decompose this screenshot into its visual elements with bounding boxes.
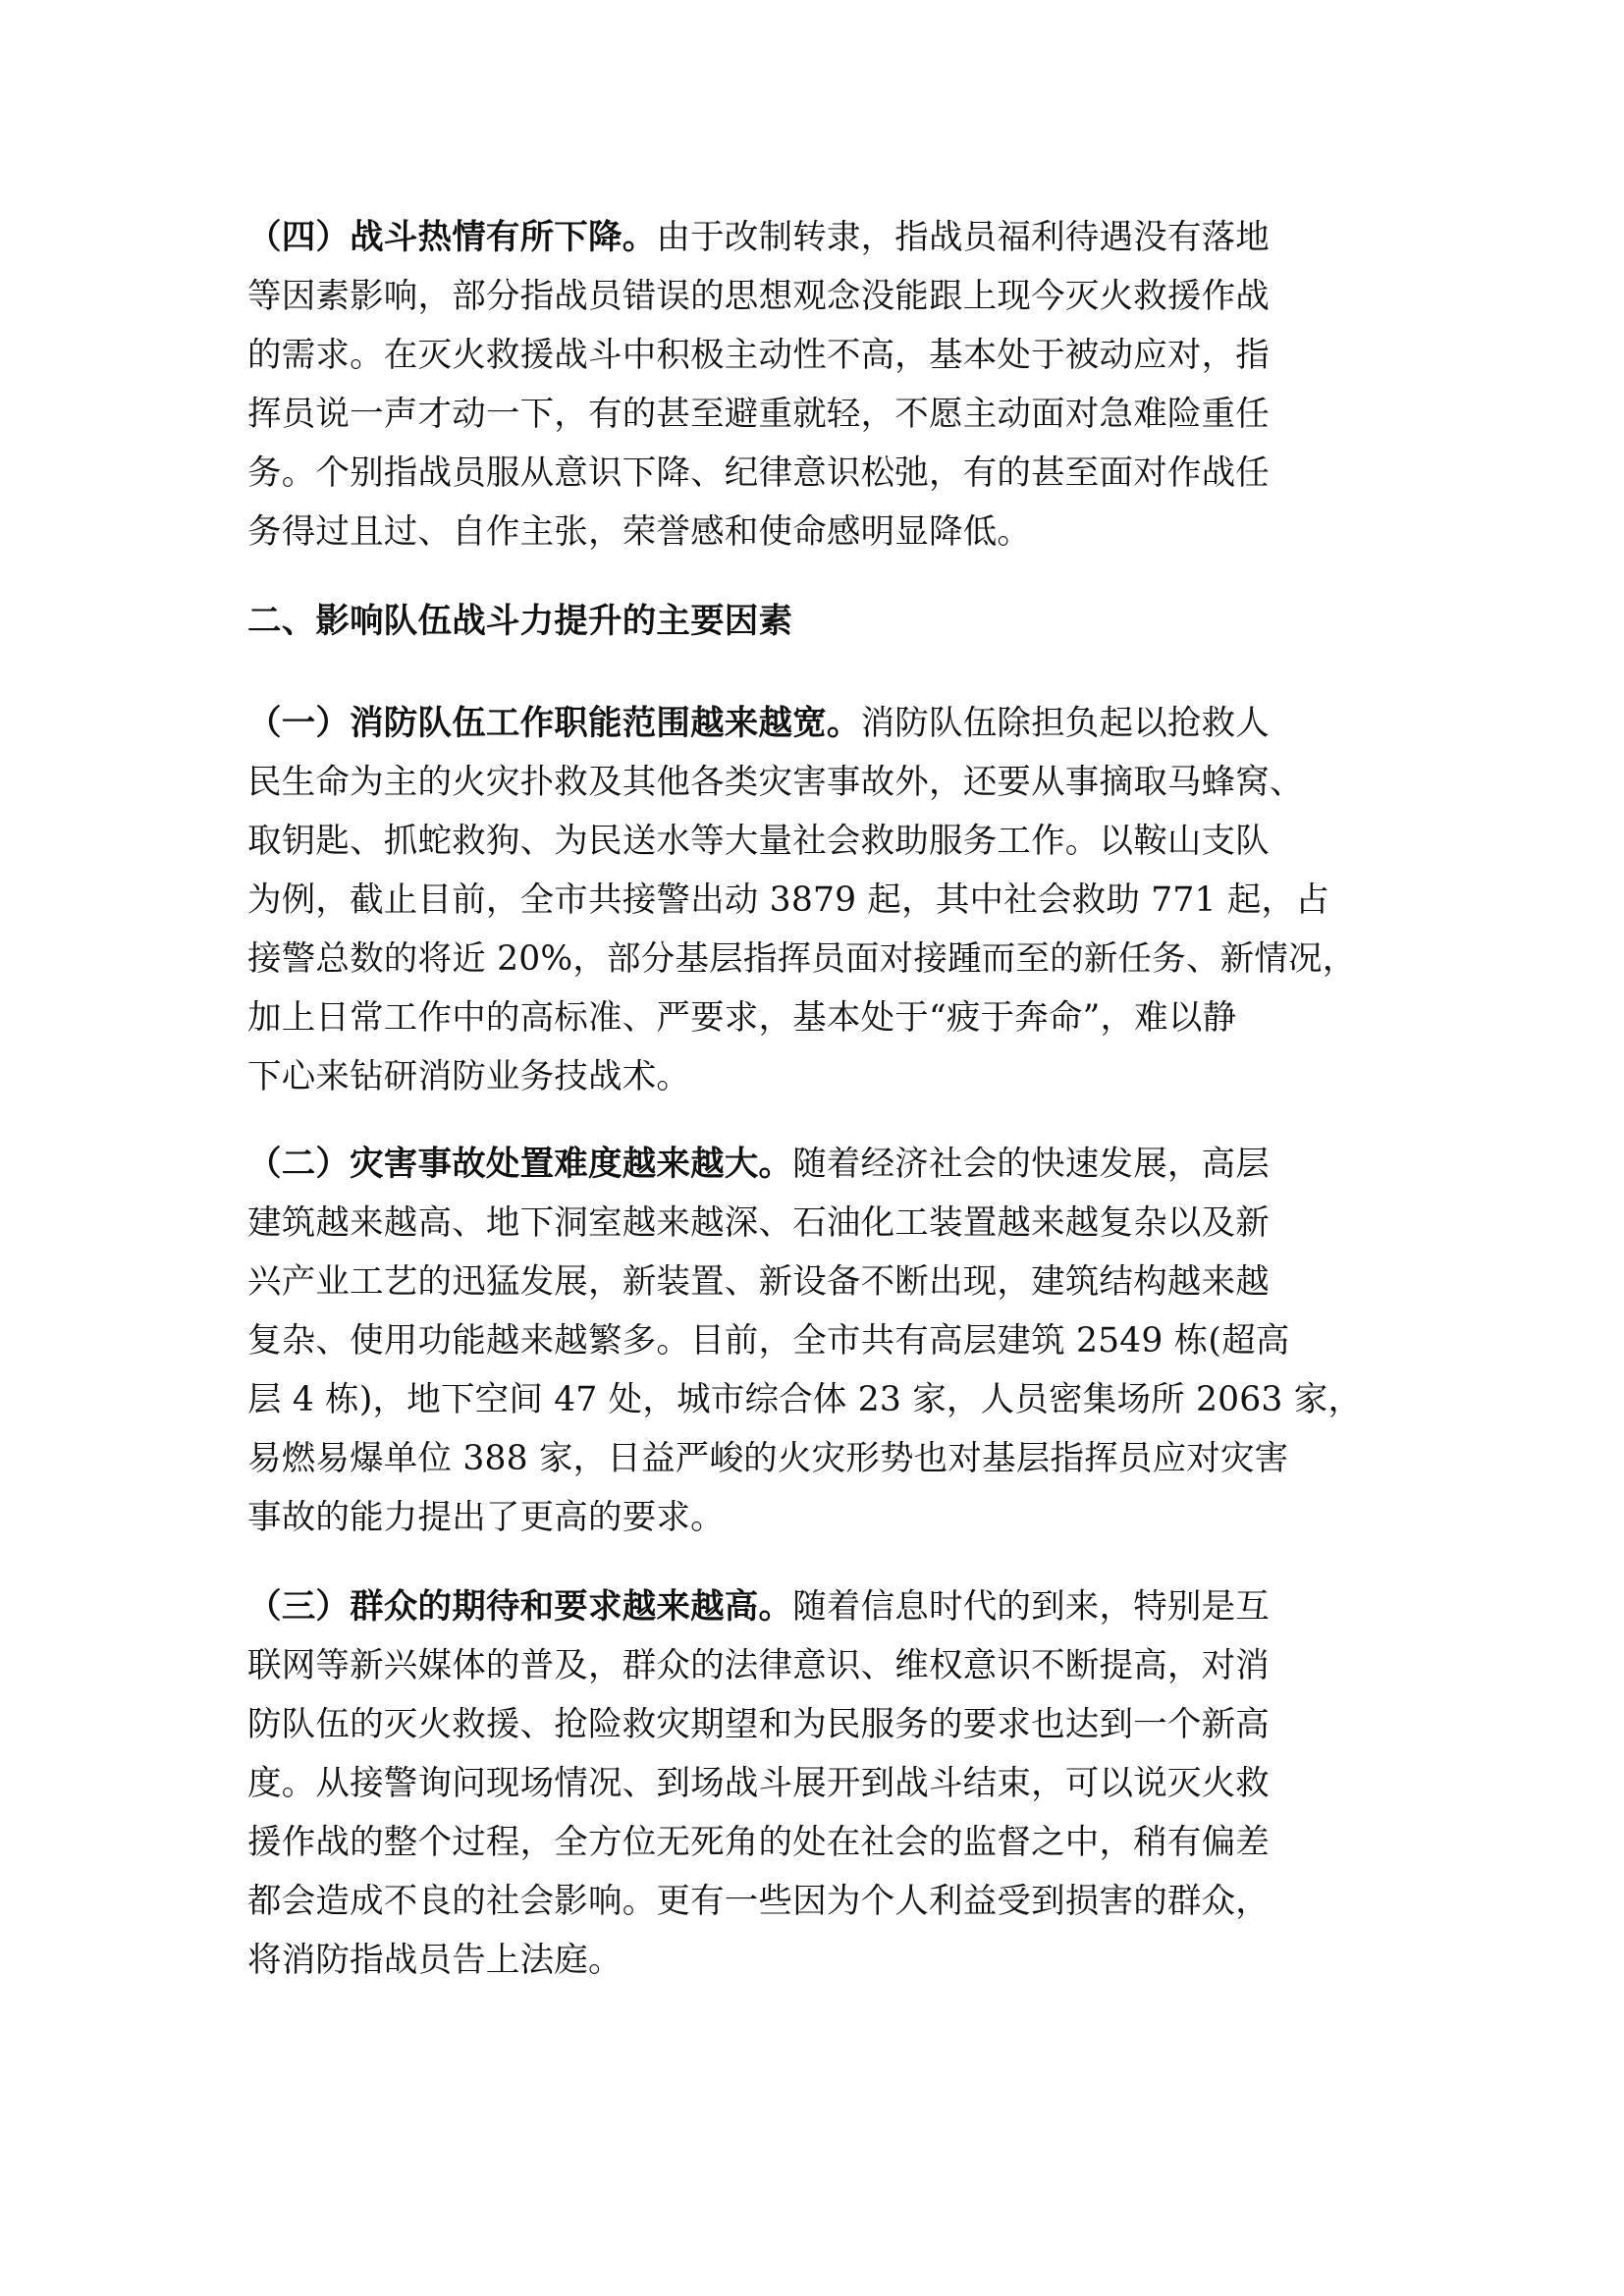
paragraph-line: 将消防指战员告上法庭。 bbox=[247, 1941, 623, 1980]
paragraph-heading: （四）战斗热情有所下降。 bbox=[247, 218, 657, 257]
section-title: 二、影响队伍战斗力提升的主要因素 bbox=[247, 602, 793, 641]
paragraph-line bbox=[247, 211, 1270, 264]
paragraph-line: 援作战的整个过程，全方位无死角的处在社会的监督之中，稍有偏差 bbox=[247, 1823, 1270, 1862]
paragraph-text: 由于改制转隶，指战员福利待遇没有落地 bbox=[656, 218, 1271, 257]
paragraph-line: 取钥匙、抓蛇救狗、为民送水等大量社会救助服务工作。以鞍山支队 bbox=[247, 822, 1270, 861]
paragraph-line: 务得过且过、自作主张，荣誉感和使命感明显降低。 bbox=[247, 512, 1032, 552]
paragraph-line: 复杂、使用功能越来越繁多。目前，全市共有高层建筑 2549 栋(超高 bbox=[247, 1321, 1290, 1361]
paragraph-line: 建筑越来越高、地下洞室越来越深、石油化工装置越来越复杂以及新 bbox=[247, 1203, 1270, 1243]
paragraph-line bbox=[247, 697, 1270, 750]
paragraph-line: 加上日常工作中的高标准、严要求，基本处于“疲于奔命”，难以静 bbox=[247, 998, 1237, 1038]
paragraph-line: 务。个别指战员服从意识下降、纪律意识松弛，有的甚至面对作战任 bbox=[247, 454, 1270, 493]
paragraph-line bbox=[247, 1138, 1270, 1191]
paragraph-line: 联网等新兴媒体的普及，群众的法律意识、维权意识不断提高，对消 bbox=[247, 1646, 1270, 1685]
paragraph-line: 易燃易爆单位 388 家，日益严峻的火灾形势也对基层指挥员应对灾害 bbox=[247, 1439, 1289, 1478]
paragraph-text: 随着信息时代的到来，特别是互 bbox=[792, 1587, 1271, 1627]
paragraph-text: 随着经济社会的快速发展，高层 bbox=[792, 1145, 1271, 1184]
paragraph-line: 挥员说一声才动一下，有的甚至避重就轻，不愿主动面对急难险重任 bbox=[247, 395, 1270, 434]
paragraph-line: 兴产业工艺的迅猛发展，新装置、新设备不断出现，建筑结构越来越 bbox=[247, 1262, 1270, 1302]
paragraph-line bbox=[247, 1580, 1270, 1633]
paragraph-line: 防队伍的灭火救援、抢险救灾期望和为民服务的要求也达到一个新高 bbox=[247, 1705, 1270, 1744]
paragraph-line: 等因素影响，部分指战员错误的思想观念没能跟上现今灭火救援作战 bbox=[247, 277, 1270, 316]
paragraph-line: 民生命为主的火灾扑救及其他各类灾害事故外，还要从事摘取马蜂窝、 bbox=[247, 763, 1304, 802]
paragraph-line: 接警总数的将近 20%，部分基层指挥员面对接踵而至的新任务、新情况， bbox=[247, 939, 1357, 979]
paragraph-line: 为例，截止目前，全市共接警出动 3879 起，其中社会救助 771 起，占 bbox=[247, 881, 1329, 920]
paragraph-line: 的需求。在灭火救援战斗中积极主动性不高，基本处于被动应对，指 bbox=[247, 336, 1270, 375]
paragraph-heading: （三）群众的期待和要求越来越高。 bbox=[247, 1587, 793, 1627]
paragraph-heading: （一）消防队伍工作职能范围越来越宽。 bbox=[247, 704, 861, 743]
paragraph-line: 事故的能力提出了更高的要求。 bbox=[247, 1498, 725, 1537]
paragraph-line: 度。从接警询问现场情况、到场战斗展开到战斗结束，可以说灭火救 bbox=[247, 1764, 1270, 1803]
paragraph-text: 消防队伍除担负起以抢救人 bbox=[860, 704, 1271, 743]
paragraph-line: 都会造成不良的社会影响。更有一些因为个人利益受到损害的群众， bbox=[247, 1882, 1270, 1921]
paragraph-heading: （二）灾害事故处置难度越来越大。 bbox=[247, 1145, 793, 1184]
paragraph-line: 层 4 栋)，地下空间 47 处，城市综合体 23 家，人员密集场所 2063 家， bbox=[247, 1380, 1363, 1419]
paragraph-line: 下心来钻研消防业务技战术。 bbox=[247, 1057, 691, 1096]
